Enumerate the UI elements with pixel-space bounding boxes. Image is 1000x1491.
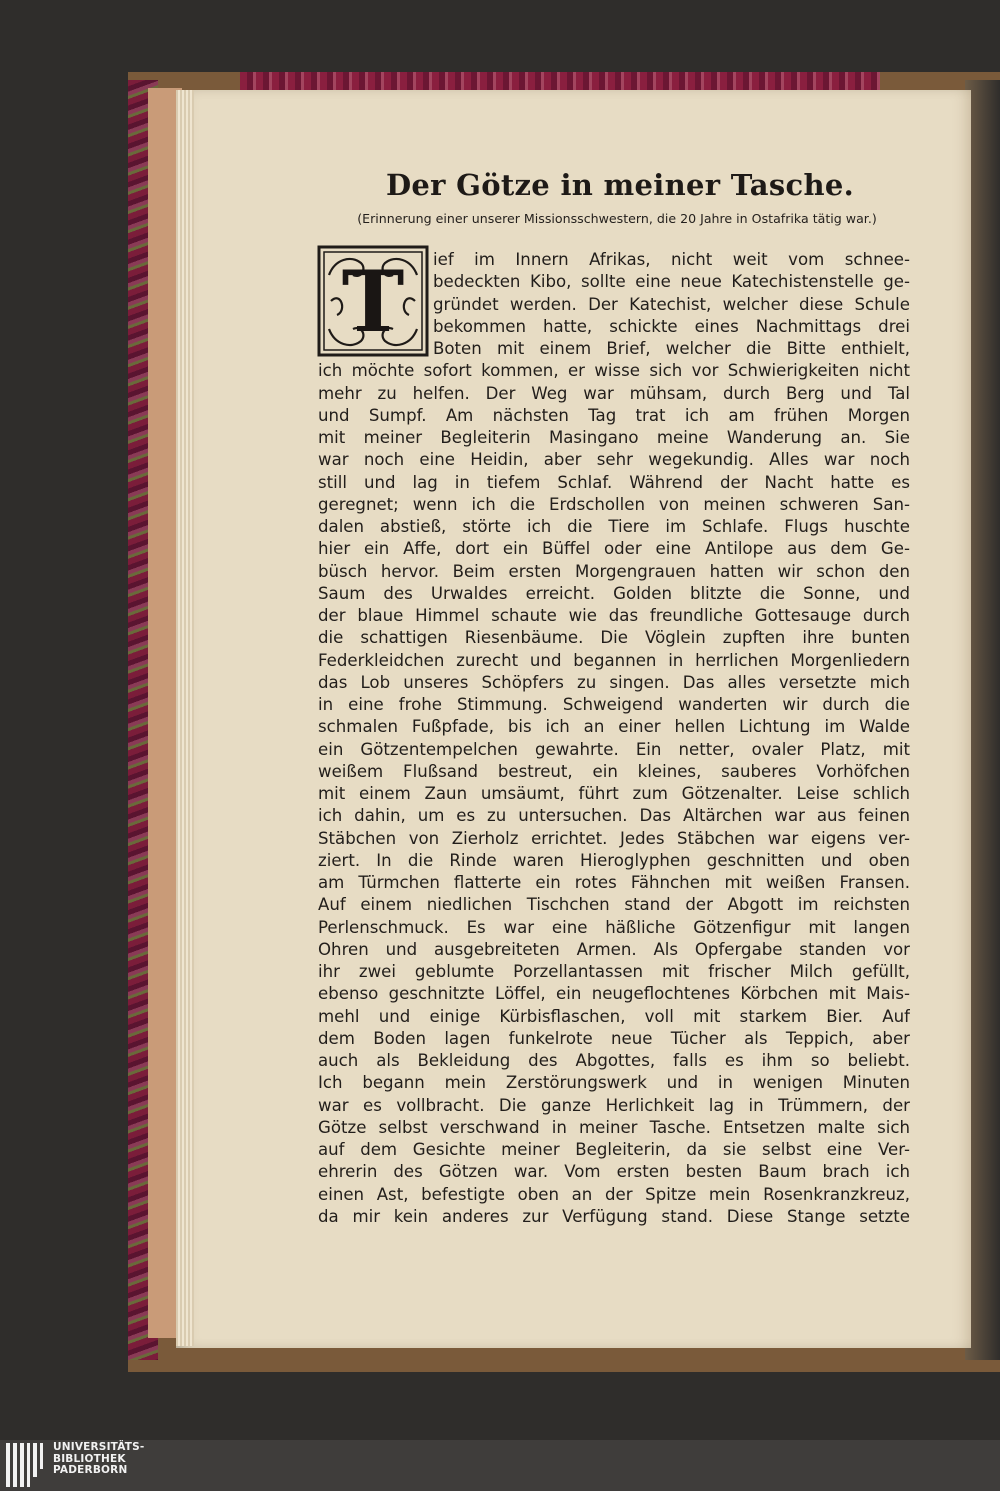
library-name-line2: BIBLIOTHEK — [53, 1452, 126, 1465]
text-line: weißem Flußsand bestreut, ein kleines, sauberes Vorhöfchen — [318, 761, 910, 781]
text-line: auch als Bekleidung des Abgottes, falls es ihm so beliebt. — [318, 1051, 910, 1070]
text-line: Ich begann mein Zerstörungswerk und in wenigen Minuten — [318, 1073, 910, 1093]
text-line: in eine frohe Stimmung. Schweigend wanderten wir durch die — [318, 695, 910, 714]
text-line: war noch eine Heidin, aber sehr wegekundig. Alles war noch — [318, 450, 910, 470]
text-line: die schattigen Riesenbäume. Die Vöglein zupften ihre bunten — [318, 628, 910, 648]
text-line: da mir kein anderes zur Verfügung stand. Diese Stange setzte — [318, 1206, 910, 1226]
text-line: Federkleidchen zurecht und begannen in herrlichen Morgenliedern — [318, 650, 910, 670]
page-subtitle: (Erinnerung einer unserer Missionsschwestern, die 20 Jahre in Ostafrika tätig war.) — [357, 211, 877, 226]
text-line: mehr zu helfen. Der Weg war mühsam, durch Berg und Tal — [318, 383, 910, 403]
text-line: ehrerin des Götzen war. Vom ersten besten Baum brach ich — [318, 1162, 910, 1182]
text-line: und Sumpf. Am nächsten Tag trat ich am frühen Morgen — [318, 405, 910, 425]
library-name-line3: PADERBORN — [53, 1464, 128, 1476]
text-line: auf dem Gesichte meiner Begleiterin, da sie selbst eine Ver- — [318, 1140, 910, 1159]
text-line: ebenso geschnitzte Löffel, ein neugeflochtenes Körbchen mit Mais- — [318, 984, 910, 1004]
text-line: Götze selbst verschwand in meiner Tasche. Entsetzen malte sich — [318, 1117, 910, 1137]
text-line: einen Ast, befestigte oben an der Spitze mein Rosenkranzkreuz, — [318, 1184, 910, 1204]
text-line: Perlenschmuck. Es war eine häßliche Götzenfigur mit langen — [318, 917, 910, 937]
text-line: ich möchte sofort kommen, er wisse sich vor Schwierigkeiten nicht — [318, 361, 910, 381]
text-line: mehl und einige Kürbisflaschen, voll mit starkem Bier. Auf — [318, 1006, 910, 1026]
text-line: bekommen hatte, schickte eines Nachmittags drei — [433, 316, 910, 336]
text-line: ziert. In die Rinde waren Hieroglyphen geschnitten und oben — [318, 850, 910, 870]
text-line: das Lob unseres Schöpfers zu singen. Das alles versetzte mich — [318, 672, 910, 692]
text-line: der blaue Himmel schaute wie das freundliche Gottesauge durch — [318, 606, 910, 625]
text-line: ein Götzentempelchen gewahrte. Ein netter, ovaler Platz, mit — [318, 739, 910, 759]
text-line: Stäbchen von Zierholz errichtet. Jedes Stäbchen war eigens ver- — [318, 828, 910, 848]
library-name — [53, 1442, 144, 1477]
text-line: Saum des Urwaldes erreicht. Golden blitzte die Sonne, und — [318, 583, 910, 603]
text-line: bedeckten Kibo, sollte eine neue Katechistenstelle ge- — [433, 272, 910, 292]
text-line: mit einem Zaun umsäumt, führt zum Götzenalter. Leise schlich — [318, 784, 910, 803]
text-line: ihr zwei geblumte Porzellantassen mit frischer Milch gefüllt, — [318, 962, 910, 981]
text-line: war es vollbracht. Die ganze Herlichkeit lag in Trümmern, der — [318, 1095, 910, 1115]
page-stack-edge — [176, 90, 194, 1346]
library-logo-icon — [6, 1443, 46, 1487]
text-line: dalen abstieß, störte ich die Tiere im Schlafe. Flugs huschte — [318, 517, 910, 536]
text-line: dem Boden lagen funkelrote neue Tücher als Teppich, aber — [318, 1028, 910, 1048]
text-line: Boten mit einem Brief, welcher die Bitte enthielt, — [433, 339, 910, 358]
text-line: Auf einem niedlichen Tischchen stand der Abgott im reichsten — [318, 895, 910, 915]
text-line: gründet werden. Der Katechist, welcher diese Schule — [433, 294, 910, 314]
library-name-line1: UNIVERSITÄTS- — [53, 1441, 145, 1453]
text-line: ief im Innern Afrikas, nicht weit vom schnee- — [433, 250, 910, 269]
text-line: büsch hervor. Beim ersten Morgengrauen hatten wir schon den — [318, 561, 910, 581]
text-line: ich dahin, um es zu untersuchen. Das Altärchen war aus feinen — [318, 806, 910, 826]
text-line: mit meiner Begleiterin Masingano meine Wanderung an. Sie — [318, 428, 910, 447]
text-line: still und lag in tiefem Schlaf. Während der Nacht hatte es — [318, 472, 910, 492]
footer-bar — [0, 1440, 1000, 1491]
page-title: Der Götze in meiner Tasche. — [385, 168, 855, 202]
text-line: geregnet; wenn ich die Erdschollen von meinen schweren San- — [318, 494, 910, 514]
initial-letter: T — [341, 252, 405, 351]
text-line: schmalen Fußpfade, bis ich an einer hellen Lichtung im Walde — [318, 717, 910, 737]
text-line: hier ein Affe, dort ein Büffel oder eine Antilope aus dem Ge- — [318, 539, 910, 559]
ornamental-initial — [317, 245, 429, 357]
text-line: Ohren und ausgebreiteten Armen. Als Opfergabe standen vor — [318, 939, 910, 959]
text-line: am Türmchen flatterte ein rotes Fähnchen mit weißen Fransen. — [318, 873, 910, 892]
